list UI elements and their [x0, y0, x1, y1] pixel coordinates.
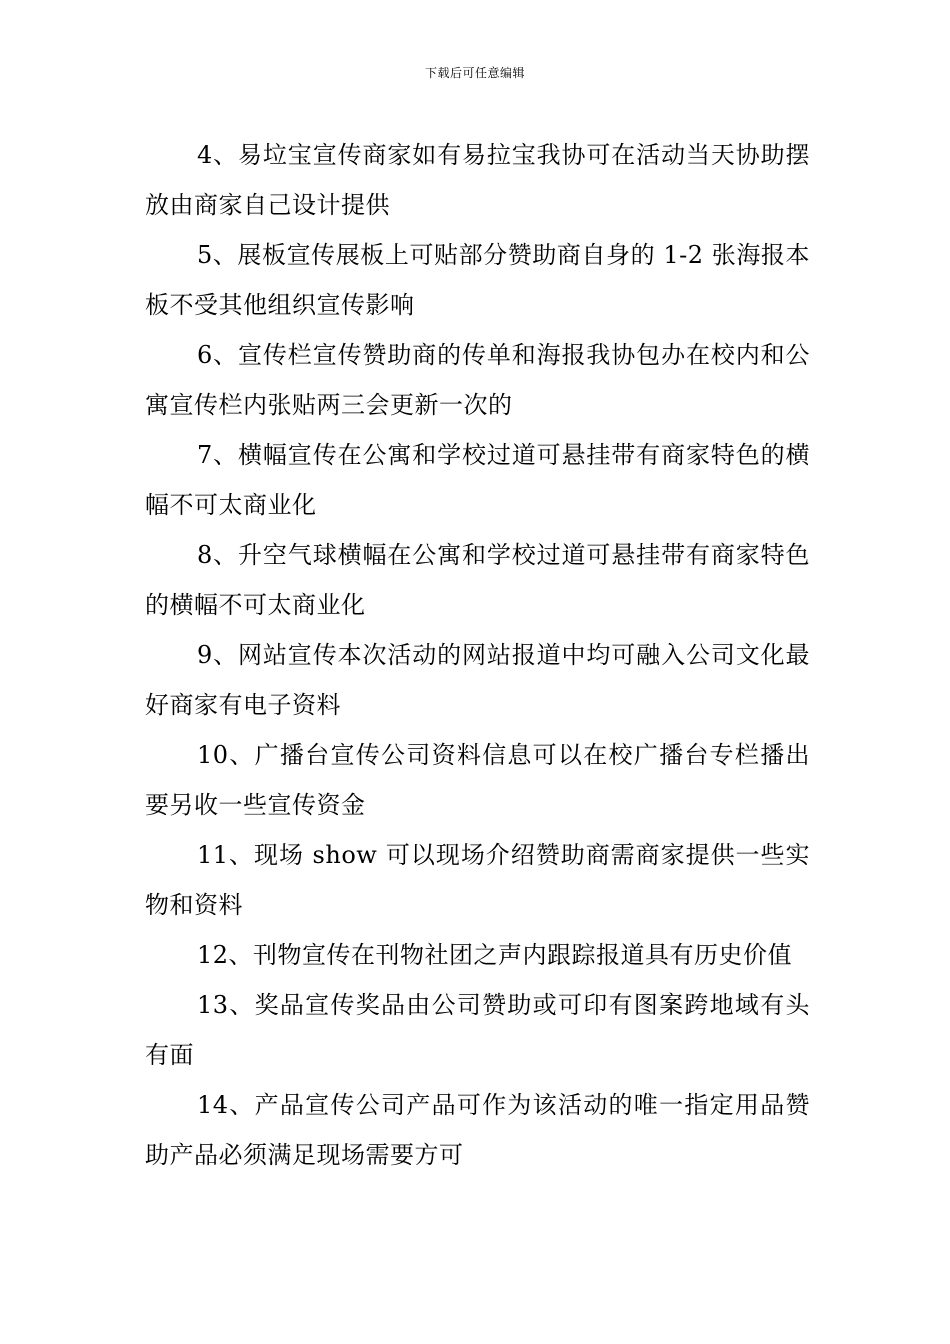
document-body: [145, 130, 810, 1180]
page-header: 下载后可任意编辑: [424, 66, 525, 80]
paragraph-item-13: 13、奖品宣传奖品由公司赞助或可印有图案跨地域有头有面: [145, 991, 810, 1069]
paragraph-item-9: 9、网站宣传本次活动的网站报道中均可融入公司文化最好商家有电子资料: [145, 641, 810, 719]
paragraph-item-12: 12、刊物宣传在刊物社团之声内跟踪报道具有历史价值: [197, 941, 793, 969]
paragraph-item-6: 6、宣传栏宣传赞助商的传单和海报我协包办在校内和公寓宣传栏内张贴两三会更新一次的: [145, 341, 810, 419]
paragraph-item-5: 5、展板宣传展板上可贴部分赞助商自身的 1-2 张海报本板不受其他组织宣传影响: [145, 241, 810, 319]
paragraph-item-4: 4、易垃宝宣传商家如有易拉宝我协可在活动当天协助摆放由商家自己设计提供: [145, 141, 810, 219]
paragraph-item-7: 7、横幅宣传在公寓和学校过道可悬挂带有商家特色的横幅不可太商业化: [145, 441, 810, 519]
paragraph-item-10: 10、广播台宣传公司资料信息可以在校广播台专栏播出要另收一些宣传资金: [145, 741, 810, 819]
paragraph-item-8: 8、升空气球横幅在公寓和学校过道可悬挂带有商家特色的横幅不可太商业化: [145, 541, 810, 619]
paragraph-item-14: 14、产品宣传公司产品可作为该活动的唯一指定用品赞助产品必须满足现场需要方可: [145, 1091, 810, 1169]
paragraph-item-11: 11、现场 show 可以现场介绍赞助商需商家提供一些实物和资料: [145, 841, 810, 919]
